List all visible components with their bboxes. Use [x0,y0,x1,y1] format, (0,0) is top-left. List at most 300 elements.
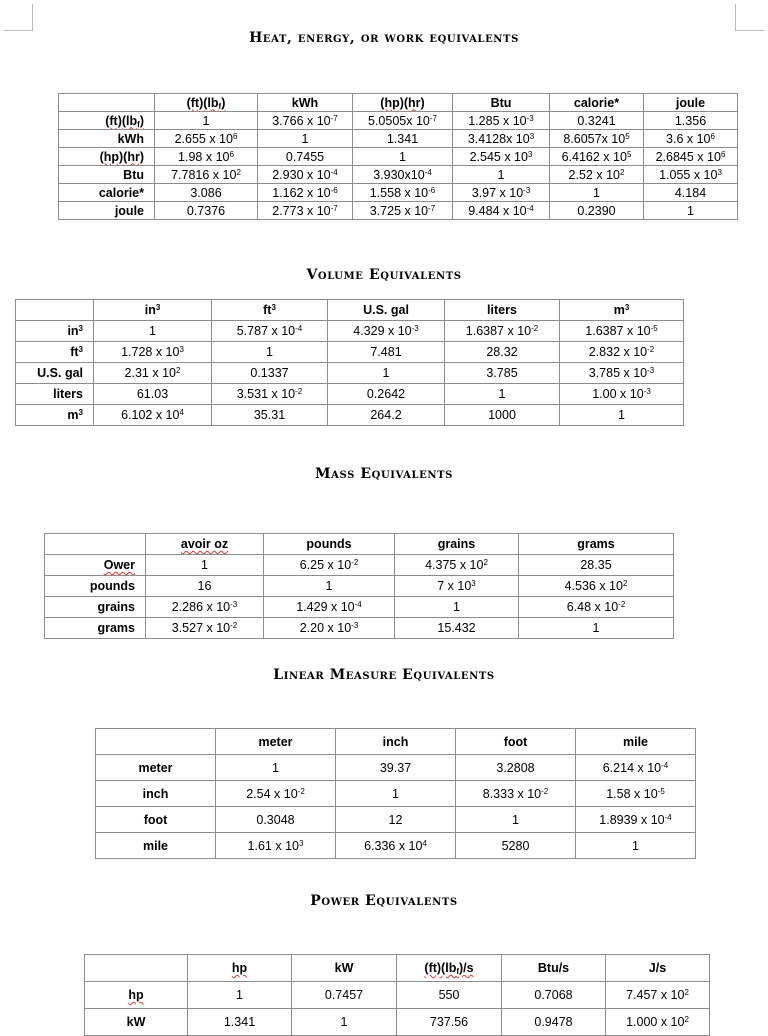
power-value: 737.56 [429,1015,469,1029]
table-row [16,384,684,405]
heat-col-header-label: kWh [291,95,319,110]
linear-value-cell [336,807,456,833]
power-header-row [85,955,710,982]
power-value: 1 [236,988,243,1002]
volume-value-cell [328,342,445,363]
linear-value: 1.61 x $10^3$ [247,838,304,853]
heat-row-header-label: calorie* [98,185,144,200]
mass-value: 4.375 x $10^2$ [425,558,488,572]
power-value-cell [502,1009,606,1036]
mass-value-cell [395,618,519,639]
table-row [16,342,684,363]
linear-value-cell [456,833,576,859]
linear-value-cell [216,807,336,833]
table-row [16,321,684,342]
volume-value-cell [445,384,560,405]
heat-value-cell [258,202,353,220]
heat-col-header-label: joule [675,95,706,110]
volume-value-cell [212,363,328,384]
mass-row-header-label: pounds [89,579,135,593]
mass-value-cell [264,555,395,576]
power-col-header-label: hp [231,961,248,975]
power-row-header-hp [85,982,188,1009]
volume-row-header-label: U.S. gal [37,366,83,380]
table-row [45,618,674,639]
linear-row-header-inch [96,781,216,807]
table-row [85,1009,710,1036]
volume-value: 1 [266,345,273,359]
volume-row-header-in-3 [16,321,94,342]
linear-value: 2.54 x $10^{-2}$ [246,786,305,801]
linear-row-header-label: mile [142,838,168,853]
linear-col-header-label: inch [382,734,409,749]
heat-value-cell [353,202,453,220]
heat-value-cell [550,202,644,220]
linear-col-header-label: foot [503,734,528,749]
volume-row-header-label: $ft^3$ [70,345,83,359]
heat-equivalents-title: Heat, energy, or work equivalents [249,30,519,46]
linear-value-cell [456,781,576,807]
volume-value-cell [212,405,328,426]
heat-value-cell [155,130,258,148]
linear-value: 39.37 [379,760,412,775]
volume-value-cell [328,321,445,342]
heat-row-header-ft-lb-f [59,112,155,130]
heat-value: 1 [497,167,505,182]
volume-value: 4.329 x $10^{-3}$ [353,324,419,338]
power-row-header-kw [85,1009,188,1036]
volume-value: 1.6387 x $10^{-2}$ [465,324,539,338]
heat-col-header-label: $(ft)(lb_f)$ [186,95,226,111]
volume-value-cell [94,405,212,426]
heat-value-cell [258,112,353,130]
mass-value: 2.286 x $10^{-3}$ [171,600,238,614]
volume-value-cell [560,405,684,426]
volume-equivalents-table [15,299,684,426]
table-row [59,166,738,184]
power-value: 0.9478 [534,1015,573,1029]
volume-value: 5.787 x $10^{-4}$ [236,324,303,338]
linear-col-header-label: meter [258,734,293,749]
volume-value-cell [94,384,212,405]
heat-value-cell [550,166,644,184]
linear-measure-equivalents-table [95,728,696,859]
volume-value: 2.31 x $10^2$ [124,366,181,380]
power-value-cell [397,982,502,1009]
mass-value: 1 [453,600,460,614]
volume-value-cell [560,342,684,363]
mass-value: 15.432 [437,621,476,635]
heat-value: 8.6057x $10^5$ [563,131,630,146]
mass-value-cell [519,576,674,597]
volume-col-header-label: $m^3$ [613,303,630,317]
heat-row-header-label: (hp)(hr) [99,149,144,164]
heat-header-row [59,94,738,112]
linear-value-cell [336,781,456,807]
heat-value-cell [550,112,644,130]
heat-value-cell [550,130,644,148]
heat-value-cell [550,184,644,202]
heat-value: 2.773 x $10^{-7}$ [272,203,338,218]
heat-value-cell [258,148,353,166]
mass-value-cell [395,597,519,618]
mass-equivalents-title: Mass Equivalents [315,466,453,482]
volume-value-cell [328,405,445,426]
heat-value-cell [550,148,644,166]
volume-value: 3.531 x $10^{-2}$ [236,387,303,401]
heat-value: 0.2390 [577,203,616,218]
power-col-header-kw [292,955,397,982]
linear-value: 1 [272,760,279,775]
linear-value-cell [456,807,576,833]
mass-value-cell [519,555,674,576]
heat-value-cell [155,202,258,220]
linear-value: 8.333 x $10^{-2}$ [482,786,549,801]
heat-value-cell [353,148,453,166]
heat-row-header-label: joule [114,203,144,218]
linear-col-header-label: mile [622,734,648,749]
mass-value-cell [395,555,519,576]
volume-row-header-label: $m^3$ [67,408,83,422]
volume-value: 7.481 [370,345,402,359]
heat-value: 1.285 x $10^{-3}$ [468,113,534,128]
volume-row-header-label: $in^3$ [67,324,83,338]
linear-value: 1 [632,838,639,853]
linear-value-cell [216,781,336,807]
volume-value: 1000 [488,408,516,422]
linear-value: 3.2808 [496,760,535,775]
heat-value: 1 [593,185,600,200]
table-row [59,112,738,130]
mass-row-header-grams [45,618,146,639]
power-value-cell [397,1009,502,1036]
volume-value: 28.32 [486,345,518,359]
heat-value-cell [453,148,550,166]
linear-value: 12 [388,812,403,827]
volume-value: 1 [149,324,156,338]
heat-value-cell [353,130,453,148]
linear-corner-cell [96,729,216,755]
heat-value: 1.558 x $10^{-6}$ [369,185,436,200]
volume-value-cell [560,384,684,405]
mass-value-cell [146,576,264,597]
volume-corner-cell [16,300,94,321]
heat-col-header-joule [644,94,738,112]
heat-value: 5.0505x $10^{-7}$ [368,113,437,128]
power-value-cell [292,1009,397,1036]
heat-col-header-ft-lb-f [155,94,258,112]
volume-value-cell [445,342,560,363]
heat-row-header-label: Btu [123,167,144,182]
mass-row-header-ower [45,555,146,576]
heat-value: 2.52 x $10^2$ [568,167,625,182]
volume-col-header-m-3 [560,300,684,321]
heat-value-cell [155,148,258,166]
mass-row-header-grains [45,597,146,618]
heat-value: 1 [301,131,309,146]
power-value-cell [606,982,710,1009]
volume-value-cell [328,384,445,405]
volume-value-cell [94,321,212,342]
volume-value-cell [560,321,684,342]
mass-value-cell [264,597,395,618]
heat-value: 2.6845 x $10^6$ [655,149,726,164]
table-row [96,755,696,781]
linear-row-header-label: meter [138,760,173,775]
table-row [45,555,674,576]
linear-value-cell [576,781,696,807]
power-equivalents-title: Power Equivalents [310,893,458,909]
linear-value-cell [216,833,336,859]
table-row [85,982,710,1009]
heat-value-cell [353,184,453,202]
volume-value-cell [328,363,445,384]
heat-value: 3.97 x $10^{-3}$ [471,185,531,200]
mass-value: 28.35 [580,558,612,572]
power-value: 7.457 x $10^2$ [626,988,689,1002]
heat-value-cell [453,130,550,148]
heat-value: 1 [687,203,694,218]
mass-value: 7 x $10^3$ [437,579,476,593]
mass-value: 16 [197,579,212,593]
linear-value: 1 [512,812,519,827]
mass-row-header-pounds [45,576,146,597]
heat-value-cell [644,202,738,220]
volume-value-cell [94,363,212,384]
volume-value: 3.785 x $10^{-3}$ [588,366,655,380]
heat-value: $3.930x10^{-4}$ [373,167,432,182]
mass-value-cell [146,618,264,639]
power-value-cell [606,1009,710,1036]
volume-value-cell [445,321,560,342]
heat-value: 1 [202,113,210,128]
power-corner-cell [85,955,188,982]
table-row [59,202,738,220]
linear-measure-equivalents-title: Linear Measure Equivalents [273,667,495,683]
power-row-header-label: hp [128,988,144,1002]
linear-col-header-inch [336,729,456,755]
power-col-header-ft-lb-f-s [397,955,502,982]
heat-value-cell [644,148,738,166]
linear-value: 1 [392,786,399,801]
heat-value-cell [258,130,353,148]
heat-value: 1.055 x $10^3$ [659,167,722,182]
heat-value-cell [155,184,258,202]
volume-row-header-u-s-gal [16,363,94,384]
linear-value: 6.336 x $10^4$ [364,838,427,853]
heat-value: 0.7376 [186,203,226,218]
mass-col-header-avoir-oz [146,534,264,555]
power-col-header-hp [188,955,292,982]
volume-value: 3.785 [486,366,518,380]
heat-value: 3.766 x $10^{-7}$ [272,113,338,128]
mass-row-header-label: grams [97,621,135,635]
page-corner-mark-left [4,4,33,31]
heat-value-cell [644,166,738,184]
volume-value: 1 [498,387,506,401]
volume-value: 1 [618,408,625,422]
heat-value: 3.086 [190,185,222,200]
mass-value-cell [146,597,264,618]
mass-row-header-label: grains [97,600,135,614]
volume-header-row [16,300,684,321]
heat-value-cell [353,112,453,130]
mass-value: 1 [201,558,208,572]
mass-value: 1 [592,621,600,635]
volume-col-header-u-s-gal [328,300,445,321]
heat-col-header-hp-hr [353,94,453,112]
mass-equivalents-table [44,533,674,639]
volume-value: 1.00 x $10^{-3}$ [592,387,651,401]
heat-col-header-label: Btu [490,95,512,110]
heat-row-header-hp-hr [59,148,155,166]
mass-value-cell [519,618,674,639]
table-row [59,130,738,148]
power-value-cell [188,1009,292,1036]
heat-value: 1 [399,149,406,164]
linear-value: 1.8939 x $10^{-4}$ [599,812,672,827]
volume-value: 1.728 x $10^3$ [121,345,184,359]
volume-value-cell [445,363,560,384]
heat-value-cell [453,112,550,130]
volume-col-header-label: $in^3$ [144,303,161,317]
heat-col-header-label: (hp)(hr) [380,95,425,110]
power-value: 550 [438,988,460,1002]
linear-value-cell [576,833,696,859]
mass-header-row [45,534,674,555]
volume-value: 0.1337 [250,366,289,380]
heat-value: 2.930 x $10^{-4}$ [272,167,338,182]
heat-col-header-btu [453,94,550,112]
power-value: 1 [340,1015,348,1029]
volume-col-header-ft-3 [212,300,328,321]
mass-col-header-pounds [264,534,395,555]
heat-value: 1.356 [674,113,707,128]
linear-value-cell [456,755,576,781]
volume-value-cell [212,342,328,363]
heat-row-header-btu [59,166,155,184]
mass-value-cell [146,555,264,576]
volume-value-cell [445,405,560,426]
linear-row-header-mile [96,833,216,859]
volume-value: 264.2 [370,408,402,422]
volume-value: 6.102 x $10^4$ [121,408,184,422]
heat-value: 2.655 x $10^6$ [174,131,238,146]
mass-value: 6.25 x $10^{-2}$ [299,558,359,572]
linear-col-header-foot [456,729,576,755]
mass-value-cell [395,576,519,597]
heat-value: 2.545 x $10^3$ [469,149,533,164]
power-col-header-label: kW [334,961,354,975]
mass-value: 6.48 x $10^{-2}$ [566,600,626,614]
heat-col-header-kwh [258,94,353,112]
heat-value: 1.162 x $10^{-6}$ [272,185,338,200]
mass-value: 1.429 x $10^{-4}$ [296,600,362,614]
volume-col-header-label: liters [487,303,517,317]
linear-col-header-meter [216,729,336,755]
mass-value: 3.527 x $10^{-2}$ [171,621,238,635]
heat-value: 9.484 x $10^{-4}$ [468,203,534,218]
table-row [16,405,684,426]
power-col-header-j-s [606,955,710,982]
linear-header-row [96,729,696,755]
linear-value-cell [576,755,696,781]
mass-corner-cell [45,534,146,555]
linear-row-header-label: inch [142,786,169,801]
heat-value: 3.725 x $10^{-7}$ [369,203,436,218]
volume-col-header-in-3 [94,300,212,321]
volume-value: 0.2642 [366,387,406,401]
mass-col-header-label: grains [437,537,476,551]
heat-row-header-label: kWh [117,131,144,146]
table-row [59,148,738,166]
volume-col-header-label: U.S. gal [363,303,409,317]
heat-value: 0.7455 [285,149,325,164]
heat-value-cell [644,112,738,130]
linear-row-header-foot [96,807,216,833]
volume-row-header-ft-3 [16,342,94,363]
table-row [96,807,696,833]
volume-value: 1 [382,366,390,380]
mass-col-header-label: avoir oz [180,537,229,551]
heat-equivalents-table [58,93,738,220]
heat-value-cell [453,202,550,220]
heat-corner-cell [59,94,155,112]
volume-row-header-liters [16,384,94,405]
mass-value-cell [519,597,674,618]
heat-col-header-label: calorie* [573,95,620,110]
mass-row-header-label: Ower [103,558,135,572]
power-value: 0.7068 [534,988,573,1002]
power-col-header-label: J/s [648,961,667,975]
power-value-cell [502,982,606,1009]
heat-value-cell [353,166,453,184]
heat-row-header-label: $(ft)(lb_f)$ [105,113,144,129]
linear-value: 5280 [501,838,530,853]
volume-value-cell [212,384,328,405]
linear-row-header-meter [96,755,216,781]
table-row [96,781,696,807]
heat-value-cell [644,184,738,202]
power-value: 0.7457 [324,988,364,1002]
volume-value: 61.03 [136,387,169,401]
heat-value: 0.3241 [577,113,616,128]
heat-value-cell [453,166,550,184]
heat-value-cell [453,184,550,202]
volume-value-cell [212,321,328,342]
power-col-header-btu-s [502,955,606,982]
heat-value: 7.7816 x $10^2$ [171,167,241,182]
heat-value: 3.6 x $10^6$ [666,131,715,146]
heat-row-header-kwh [59,130,155,148]
mass-col-header-grains [395,534,519,555]
mass-value: 2.20 x $10^{-3}$ [299,621,359,635]
heat-value-cell [155,166,258,184]
volume-col-header-liters [445,300,560,321]
linear-row-header-label: foot [143,812,168,827]
heat-value: 1.341 [386,131,419,146]
heat-value: 1.98 x $10^6$ [178,149,234,164]
heat-value: 4.184 [674,185,707,200]
power-row-header-label: kW [126,1015,146,1029]
power-value-cell [188,982,292,1009]
mass-col-header-label: grams [577,537,615,551]
heat-col-header-calorie [550,94,644,112]
table-row [45,576,674,597]
mass-col-header-grams [519,534,674,555]
heat-value-cell [258,166,353,184]
mass-col-header-label: pounds [306,537,352,551]
